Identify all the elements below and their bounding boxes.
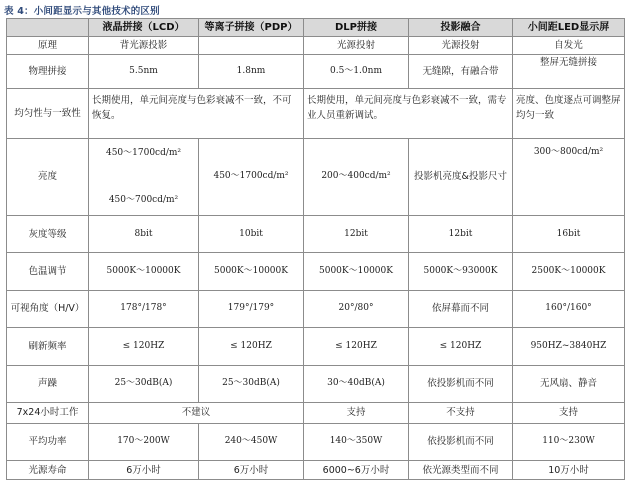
- row-label: 灰度等级: [7, 215, 89, 252]
- cell-led: 2500K～10000K: [513, 253, 625, 290]
- table-row: [7, 328, 625, 365]
- row-label: 均匀性与一致性: [7, 88, 89, 138]
- cell-lcd: 170～200W: [89, 423, 199, 460]
- cell-projection: 12bit: [409, 215, 513, 252]
- header-projection: 投影融合: [409, 19, 513, 37]
- cell-lcd: 6万小时: [89, 461, 199, 480]
- cell-lcd-pdp: 不建议: [89, 402, 304, 423]
- cell-pdp: 5000K～10000K: [199, 253, 304, 290]
- table-row: [7, 88, 625, 138]
- row-label: 平均功率: [7, 423, 89, 460]
- cell-projection: 投影机亮度&投影尺寸: [409, 138, 513, 215]
- cell-pdp: 10bit: [199, 215, 304, 252]
- table-row: [7, 365, 625, 402]
- table-row: [7, 138, 625, 215]
- cell-led: 110～230W: [513, 423, 625, 460]
- cell-projection: 不支持: [409, 402, 513, 423]
- cell-dlp: 200～400cd/m²: [304, 138, 409, 215]
- cell-projection: 依光源类型而不同: [409, 461, 513, 480]
- row-label: 可视角度（H/V）: [7, 290, 89, 327]
- cell-led: 160°/160°: [513, 290, 625, 327]
- cell-dlp: 30～40dB(A): [304, 365, 409, 402]
- header-corner: [7, 19, 89, 37]
- table-row: [7, 37, 625, 55]
- row-label: 原理: [7, 37, 89, 55]
- cell-lcd: 5000K～10000K: [89, 253, 199, 290]
- cell-pdp: [199, 37, 304, 55]
- header-pdp: 等离子拼接（PDP）: [199, 19, 304, 37]
- cell-dlp: 140～350W: [304, 423, 409, 460]
- cell-lcd: 背光源投影: [89, 37, 199, 55]
- cell-pdp: 179°/179°: [199, 290, 304, 327]
- cell-lcd: 178°/178°: [89, 290, 199, 327]
- cell-lcd-pdp: 长期使用，单元间亮度与色彩衰减不一致，不可恢复。: [89, 88, 304, 138]
- cell-dlp: 0.5～1.0nm: [304, 54, 409, 88]
- cell-led: 整屏无缝拼接: [513, 54, 625, 88]
- table-row: [7, 54, 625, 88]
- cell-led: 300～800cd/m²: [513, 138, 625, 215]
- cell-dlp: ≤ 120HZ: [304, 328, 409, 365]
- table-row: [7, 253, 625, 290]
- comparison-table: [6, 18, 625, 480]
- row-label: 声躁: [7, 365, 89, 402]
- cell-projection: 依投影机而不同: [409, 365, 513, 402]
- cell-led: 16bit: [513, 215, 625, 252]
- cell-lcd: ≤ 120HZ: [89, 328, 199, 365]
- cell-projection: ≤ 120HZ: [409, 328, 513, 365]
- cell-lcd: 25～30dB(A): [89, 365, 199, 402]
- cell-lcd: 5.5nm: [89, 54, 199, 88]
- cell-dlp: 20°/80°: [304, 290, 409, 327]
- cell-led: 10万小时: [513, 461, 625, 480]
- cell-dlp: 6000~6万小时: [304, 461, 409, 480]
- cell-pdp: 25～30dB(A): [199, 365, 304, 402]
- row-label: 光源寿命: [7, 461, 89, 480]
- cell-pdp: ≤ 120HZ: [199, 328, 304, 365]
- cell-pdp: 1.8nm: [199, 54, 304, 88]
- cell-led: 支持: [513, 402, 625, 423]
- cell-projection: 依投影机而不同: [409, 423, 513, 460]
- cell-dlp: 5000K～10000K: [304, 253, 409, 290]
- cell-pdp: 450～1700cd/m²: [199, 138, 304, 215]
- header-dlp: DLP拼接: [304, 19, 409, 37]
- cell-led: 950HZ~3840HZ: [513, 328, 625, 365]
- table-row: [7, 461, 625, 480]
- row-label: 物理拼接: [7, 54, 89, 88]
- cell-dlp: 光源投射: [304, 37, 409, 55]
- cell-projection: 依屏幕而不同: [409, 290, 513, 327]
- cell-dlp-projection: 长期使用，单元间亮度与色彩衰减不一致，需专业人员重新调试。: [304, 88, 513, 138]
- cell-dlp: 12bit: [304, 215, 409, 252]
- table-row: [7, 423, 625, 460]
- cell-led: 自发光: [513, 37, 625, 55]
- lcd-brightness-b: 450～700cd/m²: [108, 194, 179, 205]
- table-row: [7, 402, 625, 423]
- cell-led: 无风扇、静音: [513, 365, 625, 402]
- lcd-brightness-stack: [89, 142, 198, 212]
- cell-led: 亮度、色度逐点可调整屏均匀一致: [513, 88, 625, 138]
- row-label: 色温调节: [7, 253, 89, 290]
- cell-lcd: [89, 138, 199, 215]
- row-label: 亮度: [7, 138, 89, 215]
- cell-projection: 无缝隙，有融合带: [409, 54, 513, 88]
- row-label: 刷新频率: [7, 328, 89, 365]
- cell-pdp: 6万小时: [199, 461, 304, 480]
- header-lcd: 液晶拼接（LCD）: [89, 19, 199, 37]
- cell-projection: 光源投射: [409, 37, 513, 55]
- header-led: 小间距LED显示屏: [513, 19, 625, 37]
- table-caption: 表 4：小间距显示与其他技术的区别: [4, 6, 160, 17]
- cell-pdp: 240～450W: [199, 423, 304, 460]
- cell-projection: 5000K～93000K: [409, 253, 513, 290]
- lcd-brightness-a: 450～1700cd/m²: [105, 147, 182, 158]
- row-label: 7x24小时工作: [7, 402, 89, 423]
- table-row: [7, 215, 625, 252]
- cell-lcd: 8bit: [89, 215, 199, 252]
- cell-dlp: 支持: [304, 402, 409, 423]
- header-row: [7, 19, 625, 37]
- table-row: [7, 290, 625, 327]
